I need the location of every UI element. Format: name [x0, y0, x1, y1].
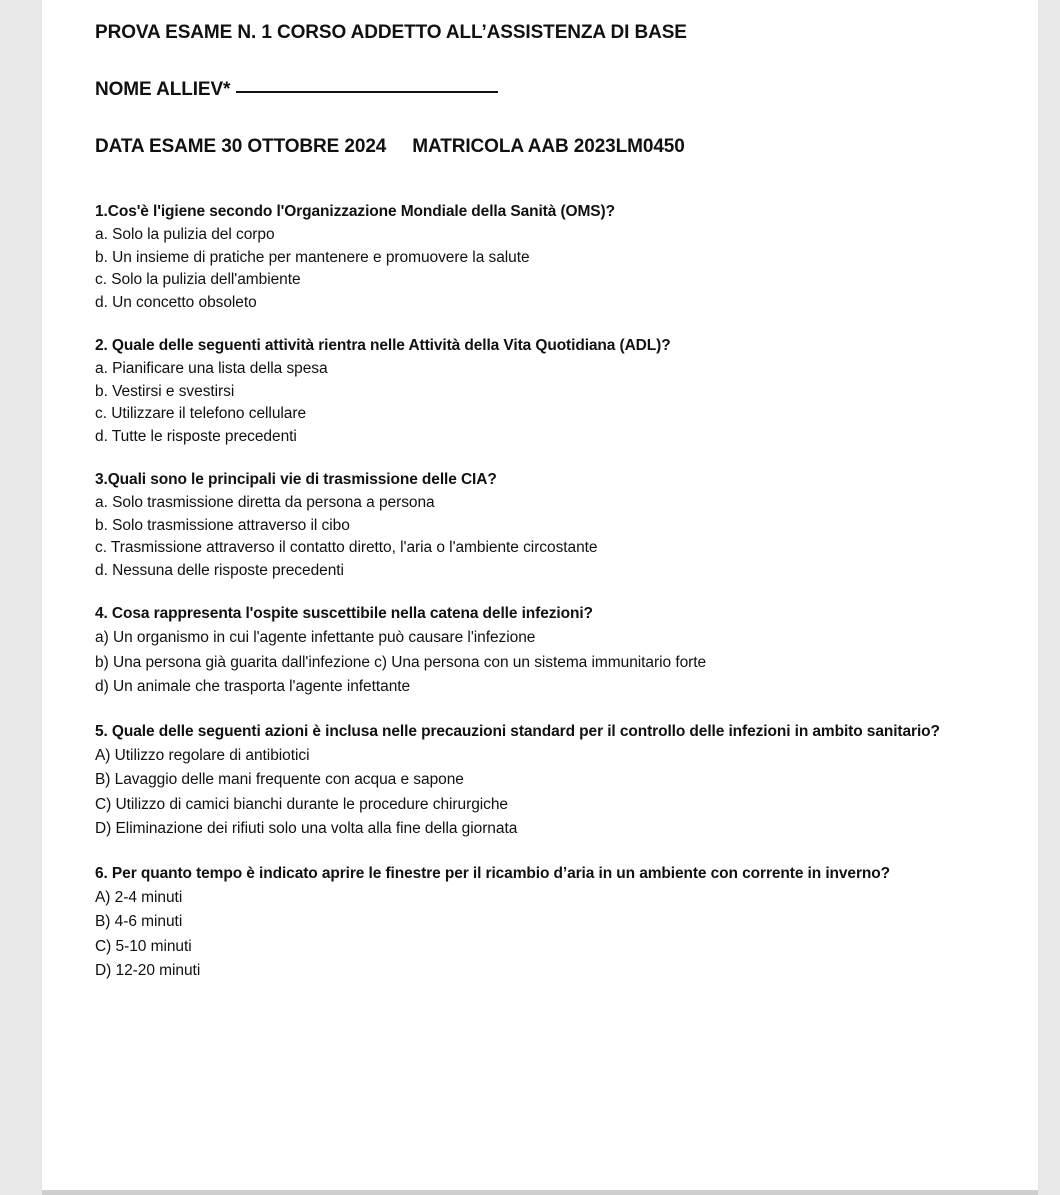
answer-option: a) Un organismo in cui l'agente infettante può causare l'infezione: [95, 629, 536, 646]
student-name-line: [95, 77, 975, 103]
question-text: 3.Quali sono le principali vie di trasmissione delle CIA?: [95, 471, 497, 488]
answer-option: A) Utilizzo regolare di antibiotici: [95, 746, 310, 764]
answer-option: a. Solo la pulizia del corpo: [95, 226, 275, 243]
question-text: 5. Quale delle seguenti azioni è inclusa nelle precauzioni standard per il controllo delle infezioni in ambito sanitario?: [95, 722, 940, 740]
student-name-blank: [236, 91, 498, 93]
question-2: [95, 334, 975, 448]
question-5: [95, 720, 975, 842]
answer-option: C) 5-10 minuti: [95, 937, 192, 955]
answer-option: c. Utilizzare il telefono cellulare: [95, 405, 307, 422]
answer-option: b) Una persona già guarita dall'infezione c) Una persona con un sistema immunitario forte: [95, 653, 707, 671]
answer-option: b. Solo trasmissione attraverso il cibo: [95, 516, 350, 534]
answer-option: B) Lavaggio delle mani frequente con acqua e sapone: [95, 771, 464, 788]
answer-option: C) Utilizzo di camici bianchi durante le procedure chirurgiche: [95, 795, 509, 813]
answer-option: b. Un insieme di pratiche per mantenere e promuovere la salute: [95, 248, 530, 266]
page-bottom-edge: [42, 1190, 1038, 1195]
answer-option: c. Solo la pulizia dell'ambiente: [95, 271, 301, 288]
question-text: 4. Cosa rappresenta l'ospite suscettibile nella catena delle infezioni?: [95, 605, 593, 622]
document-content: [95, 18, 975, 1004]
exam-date: DATA ESAME 30 OTTOBRE 2024: [95, 136, 387, 157]
answer-option: A) 2-4 minuti: [95, 888, 183, 906]
answer-option: d. Nessuna delle risposte precedenti: [95, 561, 344, 579]
matricola: MATRICOLA AAB 2023LM0450: [412, 136, 685, 157]
question-3: [95, 468, 975, 582]
answer-option: d. Tutte le risposte precedenti: [95, 427, 297, 445]
answer-option: d. Un concetto obsoleto: [95, 293, 257, 311]
answer-option: a. Pianificare una lista della spesa: [95, 360, 328, 377]
question-text: 1.Cos'è l'igiene secondo l'Organizzazione Mondiale della Sanità (OMS)?: [95, 203, 615, 220]
answer-option: D) 12-20 minuti: [95, 962, 201, 979]
answer-option: b. Vestirsi e svestirsi: [95, 382, 235, 400]
question-list: [95, 200, 975, 984]
question-4: [95, 602, 975, 700]
question-1: [95, 200, 975, 314]
question-text: 2. Quale delle seguenti attività rientra nelle Attività della Vita Quotidiana (ADL)?: [95, 337, 671, 354]
question-6: [95, 862, 975, 984]
answer-option: c. Trasmissione attraverso il contatto diretto, l'aria o l'ambiente circostante: [95, 539, 598, 556]
student-name-label: NOME ALLIEV*: [95, 79, 231, 100]
answer-option: D) Eliminazione dei rifiuti solo una volta alla fine della giornata: [95, 820, 518, 837]
question-text: 6. Per quanto tempo è indicato aprire le finestre per il ricambio d’aria in un ambiente con corrente in inverno?: [95, 864, 890, 882]
answer-option: a. Solo trasmissione diretta da persona a persona: [95, 494, 435, 511]
exam-info-line: [95, 134, 975, 160]
answer-option: d) Un animale che trasporta l'agente infettante: [95, 678, 411, 695]
answer-option: B) 4-6 minuti: [95, 913, 183, 930]
exam-title: PROVA ESAME N. 1 CORSO ADDETTO ALL’ASSISTENZA DI BASE: [95, 22, 687, 43]
